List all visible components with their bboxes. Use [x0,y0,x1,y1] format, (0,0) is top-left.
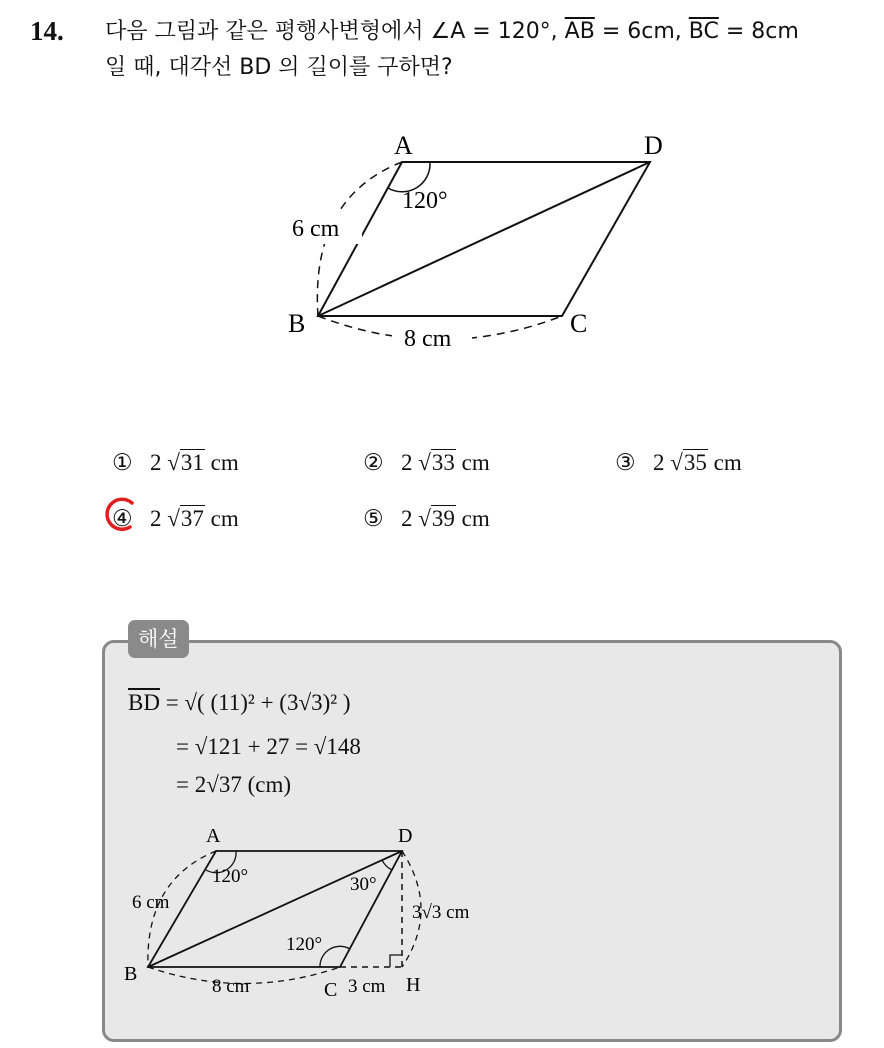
vertex-c-label: C [570,309,588,338]
angle-d-label: 30° [350,874,377,895]
solution-badge: 해설 [128,620,189,658]
vertex-h-label: H [406,974,421,996]
question-number: 14. [30,16,64,46]
choice-2[interactable]: ② 2 √33 cm [363,450,490,475]
choice-1[interactable]: ① 2 √31 cm [112,450,239,475]
vertex-d-label-2: D [398,825,413,847]
segment-ab: $\overline{AB}$ [564,19,595,44]
side-bc-label: 8 cm [404,326,452,352]
angle-c-label: 120° [286,934,323,955]
angle-a-label: 120° [402,188,448,214]
solution-line-3: = 2√37 (cm) [176,772,292,797]
side-ab-label: 6 cm [292,216,340,242]
parallelogram-figure [270,118,690,358]
vertex-a-label-2: A [206,825,221,847]
diagonal-bd [318,162,650,316]
solution-line-1: $\overline{BD}$ = √( (11)² + (3√3)² ) [128,690,351,715]
vertex-b-label: B [288,309,306,338]
segment-bd: $\overline{BD}$ [128,690,160,715]
angle-a-label-2: 120° [212,866,249,887]
segment-bc: $\overline{BC}$ [688,19,719,44]
side-bc-label-2: 8 cm [212,976,250,997]
choice-5[interactable]: ⑤ 2 √39 cm [363,506,490,531]
side-dh-label: 3√3 cm [412,902,470,923]
question-text [105,14,875,86]
side-ab-label-2: 6 cm [132,892,170,913]
vertex-d-label: D [644,131,663,160]
right-angle-mark [390,955,402,967]
side-ch-label: 3 cm [348,976,386,997]
answer-circle-mark [100,495,140,535]
question-line-2: 일 때, 대각선 BD 의 길이를 구하면? [105,55,453,80]
vertex-c-label-2: C [324,979,338,1001]
vertex-a-label: A [394,131,413,160]
vertex-b-label-2: B [124,963,138,985]
solution-figure [120,820,520,1010]
question-line-1: 다음 그림과 같은 평행사변형에서 ∠A = 120°, $\overline{AB} = 6cm$, $\overline{BC} = 8cm$ [105,19,799,44]
solution-line-2: = √121 + 27 = √148 [176,734,361,759]
choice-3[interactable]: ③ 2 √35 cm [615,450,742,475]
choice-4[interactable]: ④ 2 √37 cm [112,506,239,531]
